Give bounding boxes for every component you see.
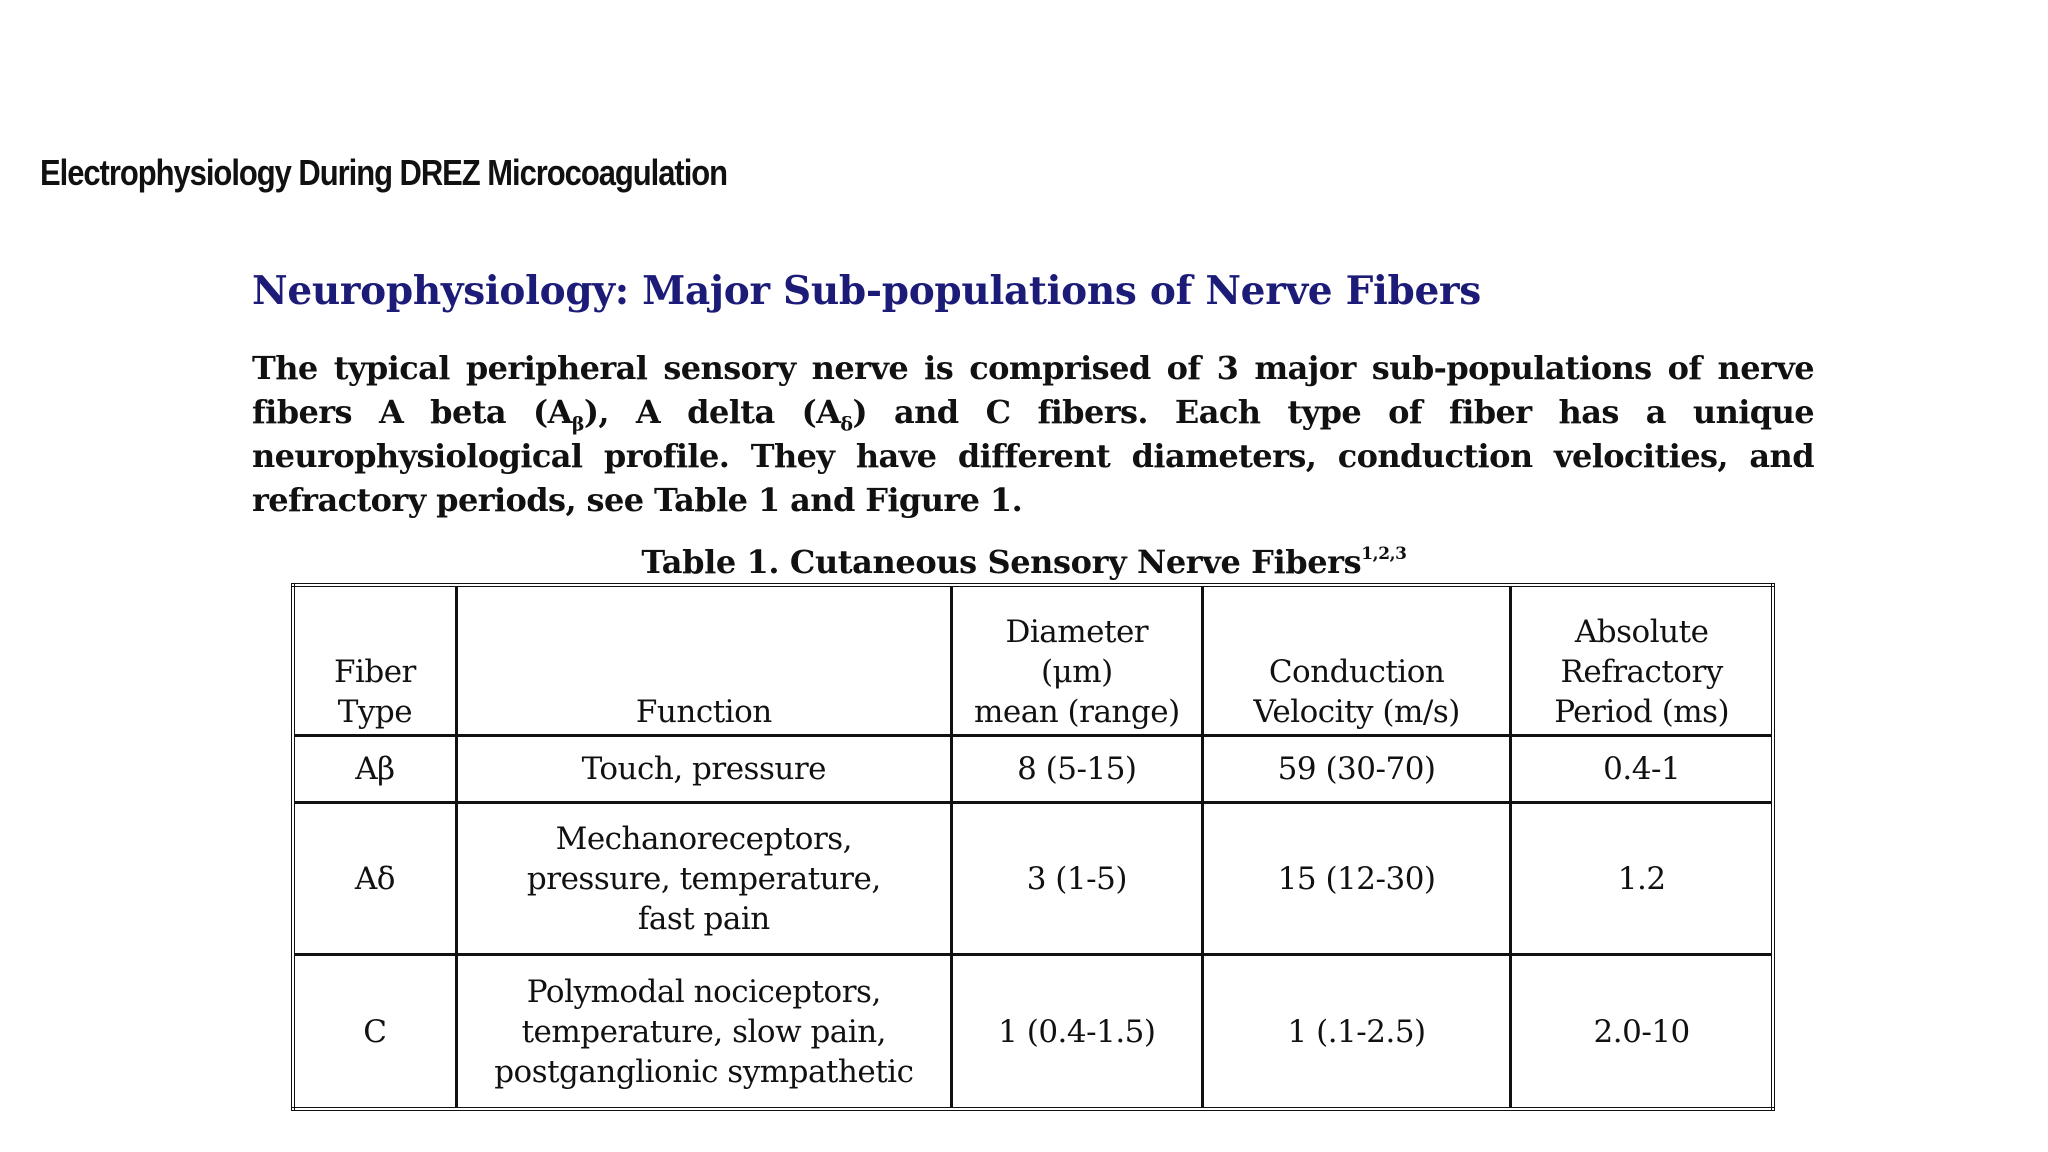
header-line: Velocity (m/s) bbox=[1253, 693, 1460, 730]
header-line: Period (ms) bbox=[1554, 693, 1730, 730]
table-row bbox=[293, 955, 1773, 1109]
cell-function-line: Mechanoreceptors, bbox=[555, 820, 853, 857]
header-line: Refractory bbox=[1560, 653, 1723, 690]
paragraph-text-1: The typical peripheral sensory nerve is comprised of 3 major sub-populations of nerve fibers A beta (A bbox=[252, 349, 1814, 431]
cell-function bbox=[456, 735, 951, 803]
header-line: Diameter bbox=[1005, 613, 1149, 650]
header-line: (μm) bbox=[1040, 653, 1113, 690]
header-conduction-velocity bbox=[1202, 585, 1511, 735]
table-caption-text: Table 1. Cutaneous Sensory Nerve Fibers bbox=[641, 543, 1362, 581]
header-line: Absolute bbox=[1574, 613, 1709, 650]
table-row bbox=[293, 803, 1773, 955]
header-function bbox=[456, 585, 951, 735]
document-heading: Neurophysiology: Major Sub-populations of Nerve Fibers bbox=[252, 268, 1481, 314]
cell-function-line: postganglionic sympathetic bbox=[494, 1053, 914, 1090]
header-fiber-type bbox=[293, 585, 456, 735]
cell-diameter: 1 (0.4-1.5) bbox=[951, 955, 1202, 1109]
paragraph-subscript-beta: β bbox=[571, 413, 584, 436]
document-paragraph bbox=[252, 346, 1814, 522]
cell-conduction-velocity: 59 (30-70) bbox=[1202, 735, 1511, 803]
slide-title: Electrophysiology During DREZ Microcoagulation bbox=[40, 152, 728, 193]
table-caption-references: 1,2,3 bbox=[1361, 544, 1407, 564]
cell-diameter: 8 (5-15) bbox=[951, 735, 1202, 803]
table-header-row bbox=[293, 585, 1773, 735]
header-line: Type bbox=[337, 693, 413, 730]
header-refractory-period bbox=[1511, 585, 1773, 735]
cell-diameter: 3 (1-5) bbox=[951, 803, 1202, 955]
header-line: Function bbox=[635, 693, 772, 730]
cell-refractory-period: 2.0-10 bbox=[1511, 955, 1773, 1109]
cell-fiber-type: C bbox=[293, 955, 456, 1109]
cell-fiber-type: Aβ bbox=[293, 735, 456, 803]
header-diameter bbox=[951, 585, 1202, 735]
cell-function-line: Polymodal nociceptors, bbox=[526, 973, 881, 1010]
paragraph-text-2: ), A delta (A bbox=[583, 393, 841, 431]
cell-refractory-period: 1.2 bbox=[1511, 803, 1773, 955]
cell-conduction-velocity: 15 (12-30) bbox=[1202, 803, 1511, 955]
cell-conduction-velocity: 1 (.1-2.5) bbox=[1202, 955, 1511, 1109]
cell-function-line: Touch, pressure bbox=[581, 750, 826, 787]
table-caption bbox=[0, 543, 2048, 581]
cell-fiber-type: Aδ bbox=[293, 803, 456, 955]
cell-function bbox=[456, 803, 951, 955]
cell-function-line: pressure, temperature, bbox=[526, 860, 881, 897]
header-line: Conduction bbox=[1268, 653, 1445, 690]
header-line: mean (range) bbox=[973, 693, 1180, 730]
paragraph-subscript-delta: δ bbox=[840, 413, 853, 436]
cell-function-line: fast pain bbox=[637, 900, 770, 937]
cell-refractory-period: 0.4-1 bbox=[1511, 735, 1773, 803]
table-row bbox=[293, 735, 1773, 803]
paragraph-text-3: ) and C fibers. Each type of fiber has a unique neurophysiological profile. They have different diameters, conduction velocities, and refractory periods, see Table 1 and Figure 1. bbox=[252, 393, 1815, 519]
header-line: Fiber bbox=[333, 653, 416, 690]
nerve-fiber-table bbox=[291, 583, 1775, 1111]
cell-function-line: temperature, slow pain, bbox=[521, 1013, 887, 1050]
cell-function bbox=[456, 955, 951, 1109]
